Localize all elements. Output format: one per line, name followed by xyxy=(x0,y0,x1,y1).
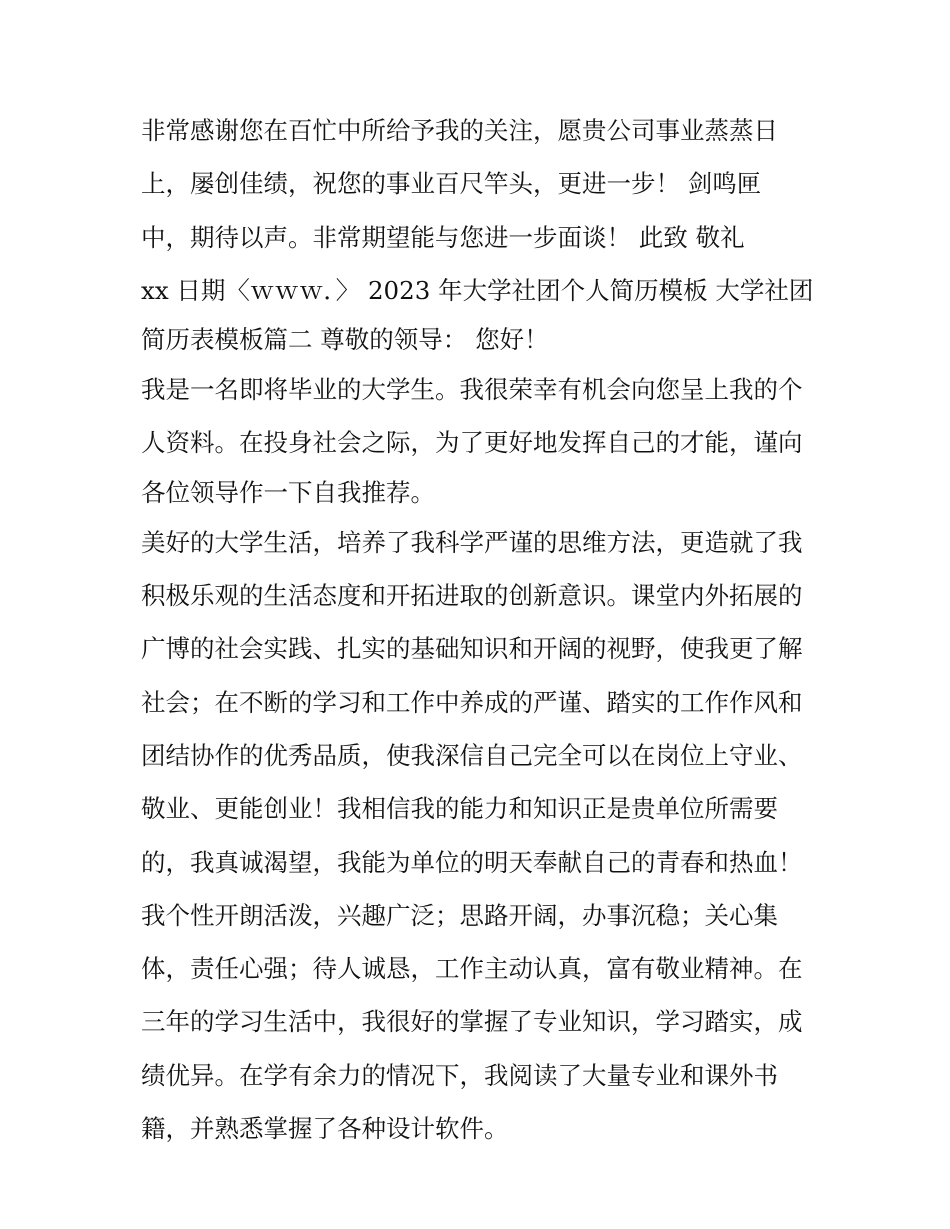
text-line: 社会；在不断的学习和工作中养成的严谨、踏实的工作作风和 xyxy=(141,687,803,717)
text-line: 的，我真诚渴望，我能为单位的明天奉献自己的青春和热血！ xyxy=(141,847,803,877)
text-line: 三年的学习生活中，我很好的掌握了专业知识，学习踏实，成 xyxy=(141,1007,803,1037)
document-body xyxy=(141,104,821,1155)
text-line: 籍，并熟悉掌握了各种设计软件。 xyxy=(141,1114,509,1144)
text-line: 各位领导作一下自我推荐。 xyxy=(141,477,435,507)
text-line: xx 日期〈ｗｗｗ．〉 2023 年大学社团个人简历模板 大学社团 xyxy=(141,275,814,305)
text-line: 上，屡创佳绩，祝您的事业百尺竿头，更进一步！ 剑鸣匣 xyxy=(141,169,762,199)
text-line: 中，期待以声。非常期望能与您进一步面谈！ 此致 敬礼 xyxy=(141,222,745,252)
text-line: 广博的社会实践、扎实的基础知识和开阔的视野，使我更了解 xyxy=(141,634,803,664)
text-line: 积极乐观的生活态度和开拓进取的创新意识。课堂内外拓展的 xyxy=(141,581,803,611)
text-line: 美好的大学生活，培养了我科学严谨的思维方法，更造就了我 xyxy=(141,527,803,557)
text-line: 简历表模板篇二 尊敬的领导： 您好！ xyxy=(141,325,549,355)
text-line: 我个性开朗活泼，兴趣广泛；思路开阔，办事沉稳；关心集 xyxy=(141,900,778,930)
text-line: 敬业、更能创业！我相信我的能力和知识正是贵单位所需要 xyxy=(141,794,778,824)
text-line: 非常感谢您在百忙中所给予我的关注，愿贵公司事业蒸蒸日 xyxy=(141,116,778,145)
text-line: 人资料。在投身社会之际，为了更好地发挥自己的才能，谨向 xyxy=(141,428,803,458)
text-line: 绩优异。在学有余力的情况下，我阅读了大量专业和课外书 xyxy=(141,1060,778,1090)
text-line: 我是一名即将毕业的大学生。我很荣幸有机会向您呈上我的个 xyxy=(141,375,803,405)
text-line: 团结协作的优秀品质，使我深信自己完全可以在岗位上守业、 xyxy=(141,740,803,770)
text-line: 体，责任心强；待人诚恳，工作主动认真，富有敬业精神。在 xyxy=(141,954,803,984)
